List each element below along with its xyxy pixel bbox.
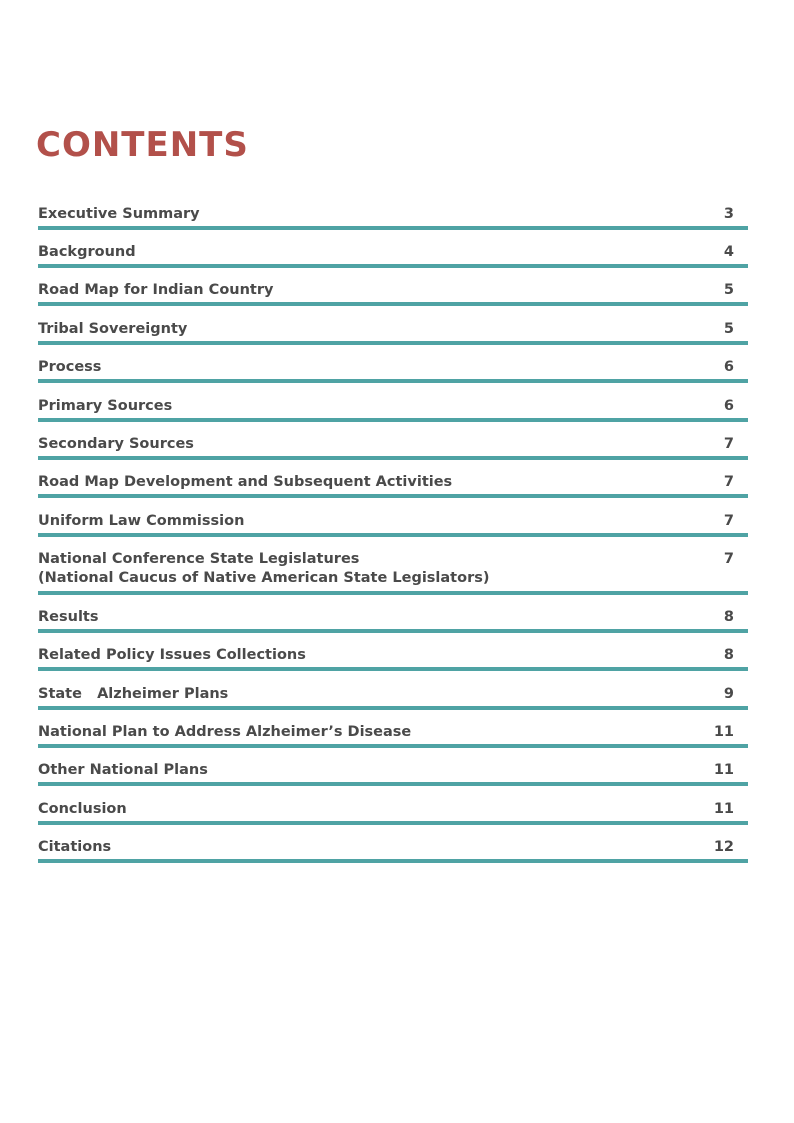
toc-entry[interactable] [38,800,748,825]
toc-entry-page: 8 [723,647,734,663]
toc-entry[interactable] [38,550,748,595]
toc-entry[interactable] [38,838,748,863]
toc-entry[interactable] [38,243,748,268]
toc-entry-label: Other National Plans [38,762,208,778]
toc-entry-label: Background [38,244,136,260]
toc-entry-page: 7 [723,436,734,452]
toc-entry-page: 5 [723,282,734,298]
toc-entry[interactable] [38,281,748,306]
toc-entry[interactable] [38,358,748,383]
toc-entry-page: 5 [723,321,734,337]
toc-entry[interactable] [38,512,748,537]
toc-entry[interactable] [38,473,748,498]
toc-entry-label: Road Map for Indian Country [38,282,274,298]
toc-entry-page: 3 [723,206,734,222]
toc-entry[interactable] [38,320,748,345]
toc-entry-label: Related Policy Issues Collections [38,647,306,663]
toc-entry-page: 11 [713,762,734,778]
toc-entry-label-line2: (National Caucus of Native American State Legislators) [38,570,490,586]
toc-entry-page: 6 [723,398,734,414]
toc-entry-label: Results [38,609,99,625]
toc-entry[interactable] [38,397,748,422]
toc-entry-label: State Alzheimer Plans [38,686,229,702]
toc-entry-page: 7 [723,513,734,529]
toc-entry-label: Primary Sources [38,398,173,414]
toc-entry-page: 6 [723,359,734,375]
toc-entry-page: 7 [723,474,734,490]
toc-entry-label: Process [38,359,102,375]
toc-entry-page: 11 [713,724,734,740]
toc-entry-page: 11 [713,801,734,817]
toc-entry-label: Secondary Sources [38,436,194,452]
toc-entry[interactable] [38,685,748,710]
toc-entry[interactable] [38,435,748,460]
toc-entry[interactable] [38,205,748,230]
toc-entry[interactable] [38,608,748,633]
toc-entry-label: Uniform Law Commission [38,513,245,529]
toc-entry-page: 8 [723,609,734,625]
toc-entry-label: Citations [38,839,112,855]
toc-entry-label: Road Map Development and Subsequent Activities [38,474,453,490]
toc-entry-label: Conclusion [38,801,127,817]
toc-entry-page: 9 [723,686,734,702]
toc-entry[interactable] [38,723,748,748]
page-title: CONTENTS [36,125,249,165]
toc-entry-label [38,550,489,588]
toc-entry[interactable] [38,761,748,786]
toc-entry-label: National Plan to Address Alzheimer’s Disease [38,724,412,740]
toc-entry-page: 12 [713,839,734,855]
toc-entry-label: Tribal Sovereignty [38,321,188,337]
toc-entry-label-line1: National Conference State Legislatures [38,551,360,567]
toc-entry-page: 7 [723,551,734,567]
toc-entry-label: Executive Summary [38,206,200,222]
toc-entry[interactable] [38,646,748,671]
toc-entry-page: 4 [723,244,734,260]
